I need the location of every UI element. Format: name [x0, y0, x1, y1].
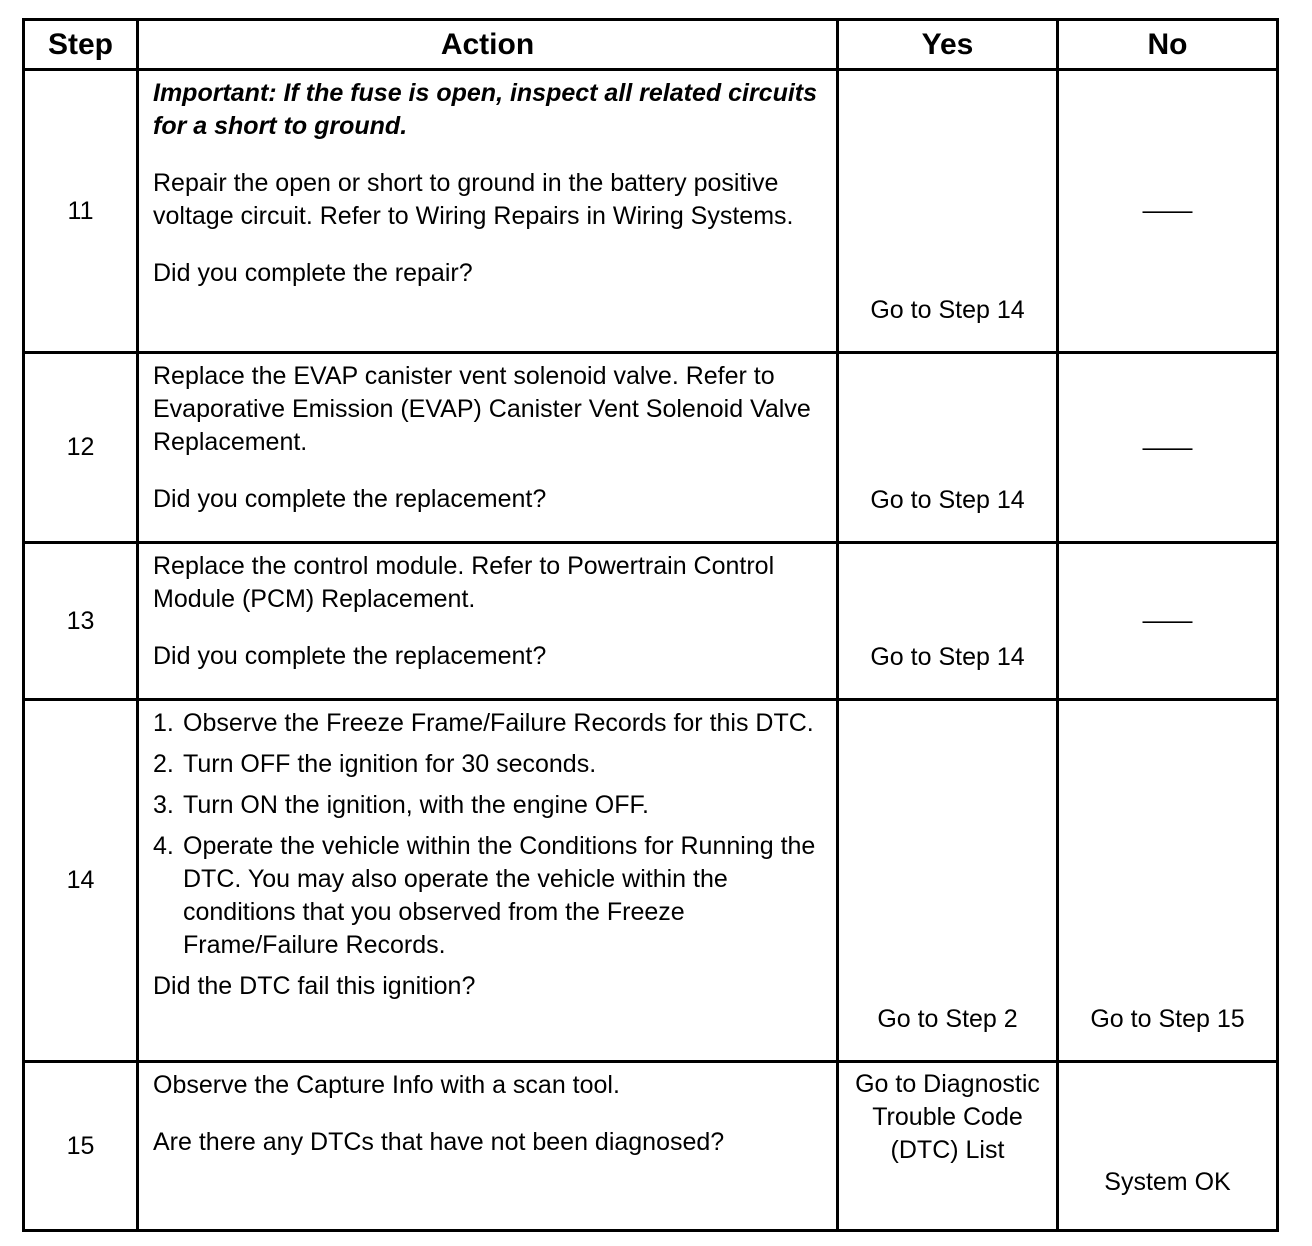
no-result: ——	[1142, 433, 1193, 461]
step-number: 12	[24, 353, 138, 543]
yes-result: Go to Diagnostic Trouble Code (DTC) List	[855, 1070, 1040, 1164]
step-number: 15	[24, 1062, 138, 1231]
action-question: Did you complete the replacement?	[153, 642, 547, 670]
no-cell	[1058, 543, 1278, 700]
header-no: No	[1058, 20, 1278, 70]
no-result: ——	[1142, 606, 1193, 635]
table-row	[24, 1062, 1278, 1231]
header-action: Action	[138, 20, 838, 70]
no-result: System OK	[1104, 1168, 1231, 1196]
table-row	[24, 353, 1278, 543]
action-text: Replace the EVAP canister vent solenoid valve. Refer to Evaporative Emission (EVAP) Canister Vent Solenoid Valve Replacement.	[153, 362, 811, 456]
no-cell	[1058, 353, 1278, 543]
action-text: Repair the open or short to ground in the battery positive voltage circuit. Refer to Wiring Repairs in Wiring Systems.	[153, 169, 794, 230]
table-row	[24, 70, 1278, 353]
no-result: ——	[1142, 196, 1193, 225]
yes-result: Go to Step 14	[870, 486, 1025, 514]
action-text: Observe the Capture Info with a scan tool.	[153, 1071, 620, 1099]
action-question: Did you complete the replacement?	[153, 485, 547, 513]
step-number: 14	[24, 700, 138, 1062]
yes-cell	[838, 700, 1058, 1062]
yes-cell	[838, 353, 1058, 543]
action-question: Did you complete the repair?	[153, 259, 473, 287]
list-item: 2. Turn OFF the ignition for 30 seconds.	[153, 750, 597, 778]
header-step: Step	[24, 20, 138, 70]
yes-result: Go to Step 2	[877, 1005, 1018, 1033]
list-item: 1. Observe the Freeze Frame/Failure Records for this DTC.	[153, 709, 814, 737]
step-number: 13	[24, 543, 138, 700]
action-text: Replace the control module. Refer to Powertrain Control Module (PCM) Replacement.	[153, 552, 775, 613]
action-cell	[138, 1062, 838, 1231]
table-row	[24, 700, 1278, 1062]
yes-cell	[838, 543, 1058, 700]
yes-result: Go to Step 14	[870, 296, 1025, 324]
list-item: 3. Turn ON the ignition, with the engine OFF.	[153, 791, 649, 819]
header-yes: Yes	[838, 20, 1058, 70]
procedure-list	[153, 707, 826, 962]
action-cell	[138, 353, 838, 543]
action-question: Did the DTC fail this ignition?	[153, 972, 476, 1000]
header-row	[24, 20, 1278, 70]
yes-result: Go to Step 14	[870, 643, 1025, 671]
no-cell	[1058, 700, 1278, 1062]
action-cell	[138, 700, 838, 1062]
important-note: Important: If the fuse is open, inspect all related circuits for a short to ground.	[153, 79, 818, 140]
no-cell	[1058, 1062, 1278, 1231]
action-cell	[138, 70, 838, 353]
no-cell	[1058, 70, 1278, 353]
action-question: Are there any DTCs that have not been diagnosed?	[153, 1128, 725, 1156]
no-result: Go to Step 15	[1090, 1005, 1245, 1033]
diagnostic-table	[22, 18, 1279, 1232]
yes-cell	[838, 70, 1058, 353]
yes-cell	[838, 1062, 1058, 1231]
table-row	[24, 543, 1278, 700]
action-cell	[138, 543, 838, 700]
list-item: 4. Operate the vehicle within the Conditions for Running the DTC. You may also operate the vehicle within the conditions that you observed from the Freeze Frame/Failure Records.	[153, 832, 816, 959]
step-number: 11	[24, 70, 138, 353]
